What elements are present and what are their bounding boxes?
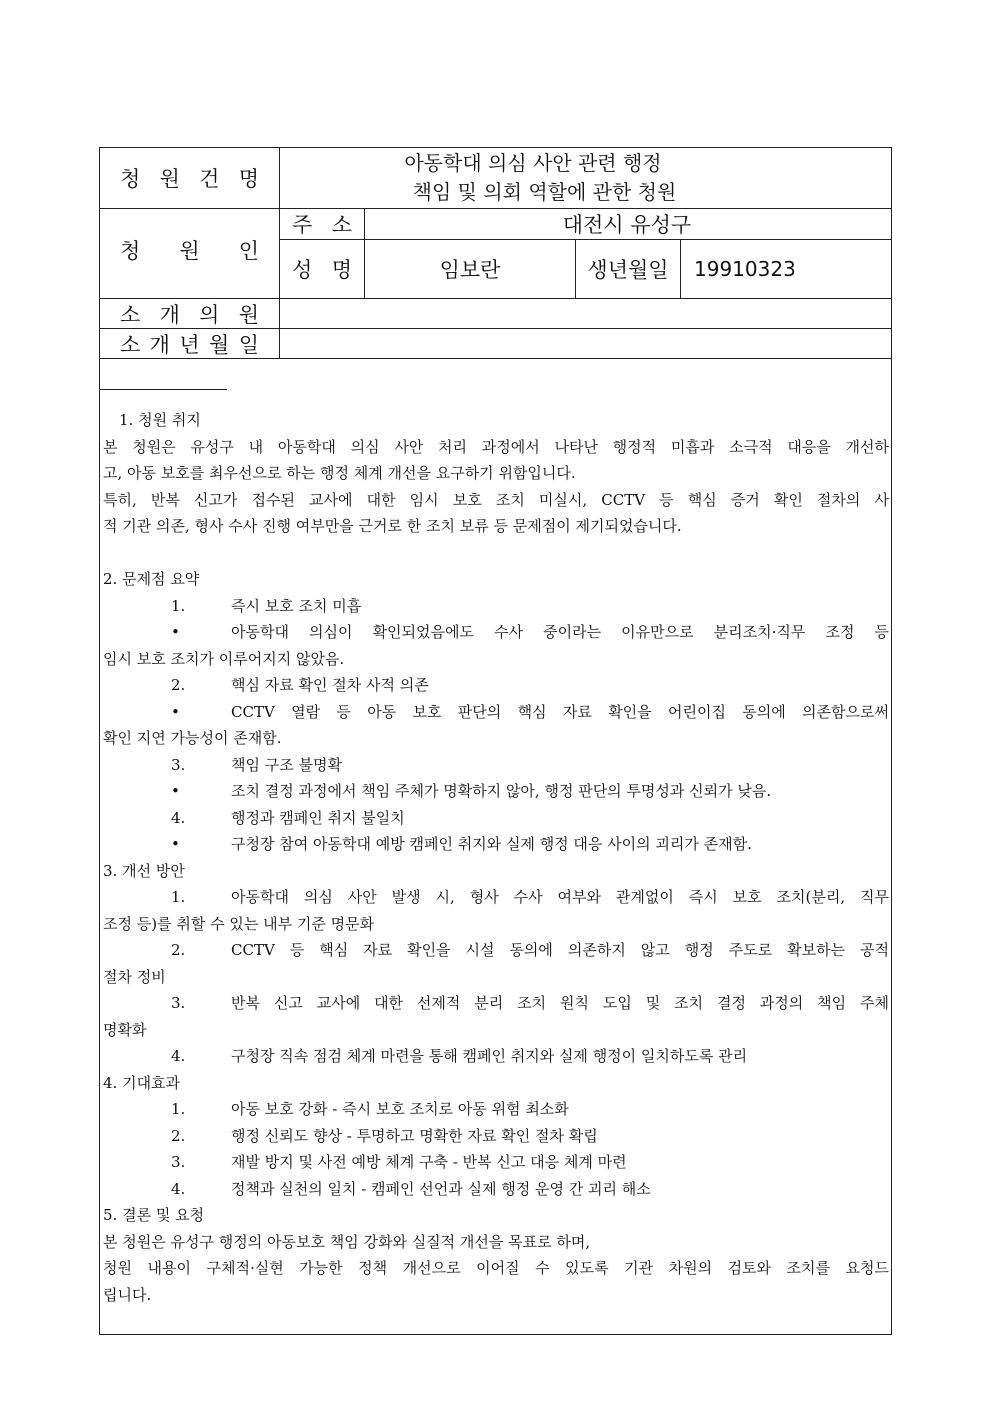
list-item [103,805,889,832]
paragraph-line: 본 청원은 유성구 내 아동학대 의심 사안 처리 과정에서 나타난 행정적 미흡과 소극적 대응을 개선하 [103,437,889,456]
item-text-cont: 명확화 [103,1020,147,1039]
birth-label-text: 생년월일 [587,258,669,282]
section-title: 4. 기대효과 [103,1073,181,1092]
section-title: 2. 문제점 요약 [103,570,200,588]
item-text: 행정 신뢰도 향상 - 투명하고 명확한 자료 확인 절차 확립 [231,1126,598,1145]
item-number: 4. [171,1179,186,1198]
list-item [103,752,889,779]
label-char: 주 [292,213,313,237]
item-number: 3. [171,994,186,1012]
label-char: 청 [120,238,141,263]
list-item [103,619,889,646]
label-char: 명 [238,167,259,191]
petition-body [99,358,892,1335]
address-label [280,209,364,239]
bullet-icon: • [171,623,180,641]
footnote-separator [100,389,227,390]
bullet-icon: • [171,782,180,800]
name-value [365,240,575,298]
item-title: 즉시 보호 조치 미흡 [231,596,362,615]
intro-date-value [280,329,891,358]
list-item [103,1043,889,1070]
introducer-value [280,299,891,328]
address-text: 대전시 유성구 [562,213,692,237]
item-text: 정책과 실천의 일치 - 캠페인 선언과 실제 행정 운영 간 괴리 해소 [231,1179,651,1198]
petition-title-line2: 책임 및 의회 역할에 관한 청원 [412,180,677,204]
intro-date-label [100,329,279,358]
bullet-icon: • [171,835,180,853]
item-title: 핵심 자료 확인 절차 사적 의존 [231,676,429,694]
item-desc-cont: 임시 보호 조치가 이루어지지 않았음. [103,649,345,668]
label-char: 소 [120,332,141,357]
label-char: 건 [199,167,220,191]
item-desc: 구청장 참여 아동학대 예방 캠페인 취지와 실제 행정 대응 사이의 괴리가 존재함. [231,835,752,853]
list-item [103,990,889,1017]
item-number: 2. [171,676,186,694]
petition-info-table [99,147,892,359]
item-number: 1. [171,1100,186,1118]
petition-text [103,407,889,1308]
label-char: 년 [179,332,200,357]
label-char: 월 [209,332,230,357]
item-desc: CCTV 열람 등 아동 보호 판단의 핵심 자료 확인을 어린이집 동의에 의존함으로써 [231,702,889,721]
name-text: 임보란 [439,258,501,282]
blank-line [103,540,889,567]
label-char: 원 [159,167,180,191]
list-item [103,672,889,699]
paragraph-line: 청원 내용이 구체적·실현 가능한 정책 개선으로 이어질 수 있도록 기관 차원의 검토와 조치를 요청드 [103,1259,889,1277]
item-number: 1. [171,596,186,615]
petition-title-label [100,148,279,208]
list-item [103,1176,889,1203]
paragraph-line: 특히, 반복 신고가 접수된 교사에 대한 임시 보호 조치 미실시, CCTV 등 핵심 증거 확인 절차의 사 [103,490,889,509]
petitioner-label [100,209,279,298]
item-desc-cont: 확인 지연 가능성이 존재함. [103,729,282,747]
item-number: 3. [171,755,186,774]
label-char: 개 [149,332,170,357]
item-number: 4. [171,1047,186,1065]
label-char: 일 [238,332,259,357]
item-number: 2. [171,1126,186,1145]
list-item [103,831,889,858]
paragraph-line: 립니다. [103,1285,152,1304]
section-title: 1. 청원 취지 [119,411,201,429]
address-value [365,209,891,239]
list-item [103,778,889,805]
paragraph-line: 고, 아동 보호를 최우선으로 하는 행정 체계 개선을 요구하기 위함입니다. [103,464,576,482]
item-number: 3. [171,1153,186,1171]
petition-title-line1: 아동학대 의심 사안 관련 행정 [404,151,662,175]
paragraph-line: 적 기관 의존, 형사 수사 진행 여부만을 근거로 한 조치 보류 등 문제점이 제기되었습니다. [103,517,682,535]
item-text-cont: 절차 정비 [103,967,166,986]
item-number: 4. [171,808,186,827]
list-item [103,1123,889,1150]
item-text: 반복 신고 교사에 대한 선제적 분리 조치 원칙 도입 및 조치 결정 과정의 책임 주체 [231,994,889,1012]
birth-label [576,240,680,298]
section-title: 5. 결론 및 요청 [103,1206,205,1224]
item-text: 구청장 직속 점검 체계 마련을 통해 캠페인 취지와 실제 행정이 일치하도록 관리 [231,1047,748,1065]
label-char: 명 [331,258,352,282]
name-label [280,240,364,298]
introducer-label [100,299,279,328]
item-text: CCTV 등 핵심 자료 확인을 시설 동의에 의존하지 않고 행정 주도로 확보하는 공적 [231,941,889,959]
item-title: 행정과 캠페인 취지 불일치 [231,808,405,827]
item-desc: 조치 결정 과정에서 책임 주체가 명확하지 않아, 행정 판단의 투명성과 신뢰가 낮음. [231,782,772,800]
item-number: 2. [171,941,186,959]
list-item [103,699,889,726]
item-title: 책임 구조 불명확 [231,755,342,774]
label-char: 인 [238,238,259,263]
list-item [103,937,889,964]
label-char: 개 [159,302,180,327]
list-item [103,593,889,620]
paragraph-line: 본 청원은 유성구 행정의 아동보호 책임 강화와 실질적 개선을 목표로 하며, [103,1232,591,1251]
section-title: 3. 개선 방안 [103,861,185,880]
list-item [103,884,889,911]
list-item [103,1096,889,1123]
petition-title-value [280,148,891,208]
label-char: 소 [331,213,352,237]
label-char: 청 [120,167,141,191]
label-char: 원 [179,238,200,263]
birth-value [681,240,891,298]
item-text: 재발 방지 및 사전 예방 체계 구축 - 반복 신고 대응 체계 마련 [231,1153,627,1171]
item-desc: 아동학대 의심이 확인되었음에도 수사 중이라는 이유만으로 분리조치·직무 조정 등 [231,623,889,641]
label-char: 성 [292,258,313,282]
item-text-cont: 조정 등)를 취할 수 있는 내부 기준 명문화 [103,914,375,933]
item-number: 1. [171,888,186,906]
list-item [103,1149,889,1176]
item-text: 아동 보호 강화 - 즉시 보호 조치로 아동 위험 최소화 [231,1100,569,1118]
item-text: 아동학대 의심 사안 발생 시, 형사 수사 여부와 관계없이 즉시 보호 조치(분리, 직무 [231,888,889,906]
label-char: 원 [238,302,259,327]
label-char: 의 [199,302,220,327]
bullet-icon: • [171,702,180,721]
label-char: 소 [120,302,141,327]
birth-text: 19910323 [694,257,796,281]
